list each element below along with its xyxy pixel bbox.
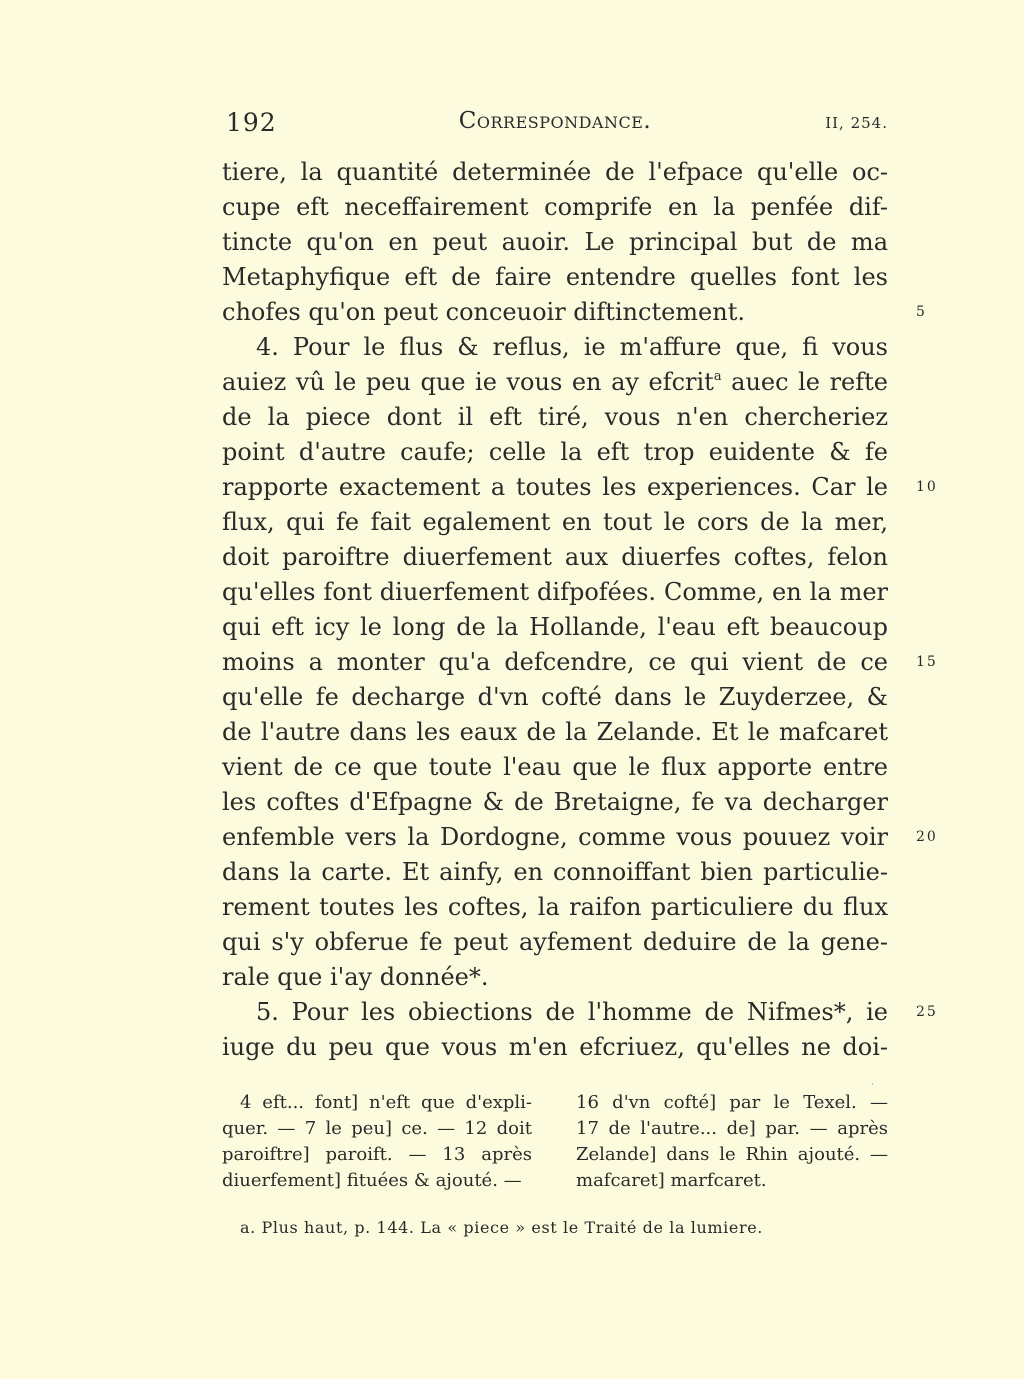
variant-notes-left-column: [222, 1090, 532, 1194]
line-number: 15: [916, 654, 938, 670]
variant-note-line: diuerfement] fituées & ajouté. —: [222, 1170, 522, 1191]
text-line: [222, 645, 938, 680]
text-line: [222, 400, 888, 435]
variant-note-line: paroiftre] paroift. — 13 après: [222, 1144, 532, 1165]
line-text: qui s'y obferue fe peut ayfement deduire de la gene-: [222, 928, 888, 956]
text-line: [222, 155, 888, 190]
line-text: qui eft icy le long de la Hollande, l'eau eft beaucoup: [222, 613, 888, 641]
line-text: chofes qu'on peut conceuoir diftinctement.: [222, 298, 745, 326]
text-line: [222, 505, 888, 540]
variant-note-line: quer. — 7 le peu] ce. — 12 doit: [222, 1118, 532, 1139]
text-line: [222, 785, 888, 820]
text-line: [222, 540, 888, 575]
text-line: [222, 470, 938, 505]
text-line: [222, 820, 938, 855]
variant-notes-right-column: [576, 1090, 888, 1194]
line-number: 20: [916, 829, 938, 845]
page-number: 192: [226, 108, 277, 137]
text-line: [222, 435, 888, 470]
text-line: [222, 890, 888, 925]
line-text: cupe eft neceffairement comprife en la penfée dif-: [222, 193, 888, 221]
text-line: [222, 1030, 888, 1065]
line-text: tiere, la quantité determinée de l'efpace qu'elle oc-: [222, 158, 888, 186]
line-text: point d'autre caufe; celle la eft trop euidente & fe: [222, 438, 888, 466]
variant-notes: [222, 1090, 888, 1200]
text-line: [222, 225, 888, 260]
variant-note-line: mafcaret] marfcaret.: [576, 1170, 767, 1191]
line-text: flux, qui fe fait egalement en tout le cors de la mer,: [222, 508, 888, 536]
text-line: [222, 365, 888, 400]
variant-note-line: 17 de l'autre... de] par. — après: [576, 1118, 888, 1139]
text-line: [222, 715, 888, 750]
variant-note-line: 16 d'vn cofté] par le Texel. —: [576, 1092, 888, 1113]
line-text: vient de ce que toute l'eau que le flux apporte entre: [222, 753, 888, 781]
line-number: 10: [916, 479, 938, 495]
text-line: [222, 330, 888, 365]
printer-mark: ·: [871, 1080, 874, 1089]
line-text: rement toutes les coftes, la raifon particuliere du flux: [222, 893, 888, 921]
text-line: [222, 960, 888, 995]
line-text: 4. Pour le flus & reflus, ie m'affure que, fi vous: [256, 333, 888, 361]
text-line: [222, 925, 888, 960]
line-number: 25: [916, 1004, 938, 1020]
line-text: iuge du peu que vous m'en efcriuez, qu'elles ne doi-: [222, 1033, 888, 1061]
line-text: les coftes d'Efpagne & de Bretaigne, fe va decharger: [222, 788, 888, 816]
line-text: dans la carte. Et ainfy, en connoiffant bien particulie-: [222, 858, 888, 886]
line-text: moins a monter qu'a defcendre, ce qui vient de ce: [222, 648, 888, 676]
text-line: [222, 680, 888, 715]
variant-note-line: 4 eft... font] n'eft que d'expli-: [240, 1092, 532, 1113]
running-title: Correspondance.: [458, 108, 652, 134]
line-text: doit paroiftre diuerfement aux diuerfes coftes, felon: [222, 543, 888, 571]
line-number: 5: [916, 304, 927, 320]
text-line: [222, 575, 888, 610]
text-line: [222, 750, 888, 785]
text-line: [222, 610, 888, 645]
text-line: [222, 295, 927, 330]
line-text: rapporte exactement a toutes les experiences. Car le: [222, 473, 888, 501]
line-text-continued: auec le refte: [721, 368, 888, 396]
line-text: qu'elle fe decharge d'vn cofté dans le Zuyderzee, &: [222, 683, 888, 711]
line-text: tincte qu'on en peut auoir. Le principal but de ma: [222, 228, 888, 256]
line-text: rale que i'ay donnée*.: [222, 963, 489, 991]
line-text: qu'elles font diuerfement difpofées. Comme, en la mer: [222, 578, 888, 606]
line-text: de l'autre dans les eaux de la Zelande. Et le mafcaret: [222, 718, 888, 746]
variant-note-line: Zelande] dans le Rhin ajouté. —: [576, 1144, 888, 1165]
line-text: enfemble vers la Dordogne, comme vous pouuez voir: [222, 823, 888, 851]
text-line: [222, 190, 888, 225]
line-text: 5. Pour les obiections de l'homme de Nifmes*, ie: [256, 998, 888, 1026]
running-header: [222, 108, 888, 144]
main-text: [222, 155, 938, 1065]
volume-reference: II, 254.: [825, 114, 888, 132]
line-text: Metaphyfique eft de faire entendre quelles font les: [222, 263, 888, 291]
footnote: a. Plus haut, p. 144. La « piece » est le Traité de la lumiere.: [240, 1218, 763, 1237]
text-line: [222, 260, 888, 295]
text-line: [222, 855, 888, 890]
footnote-marker: a: [713, 369, 722, 384]
line-text: de la piece dont il eft tiré, vous n'en chercheriez: [222, 403, 888, 431]
line-text: auiez vû le peu que ie vous en ay efcrit: [222, 368, 714, 396]
text-line: [222, 995, 938, 1030]
